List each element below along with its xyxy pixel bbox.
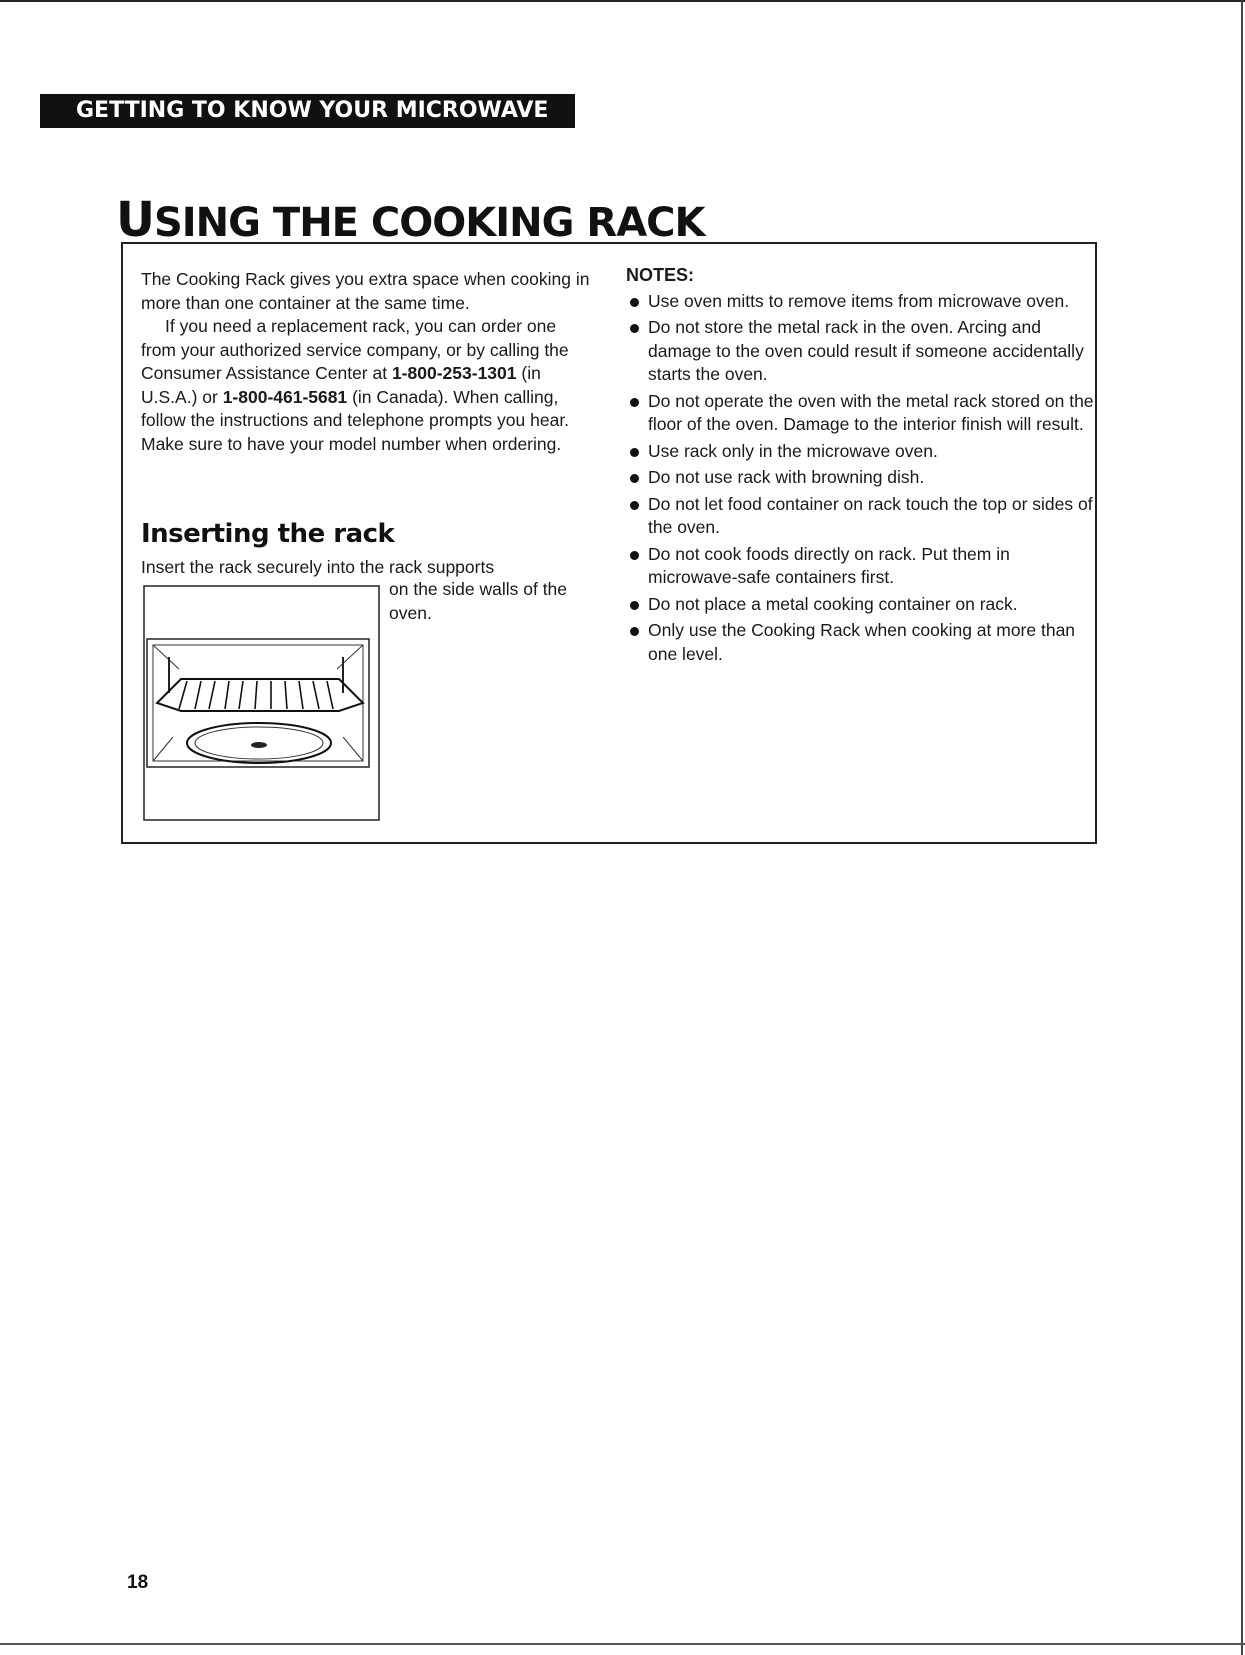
page-title-initial: U: [116, 192, 154, 248]
note-text: Do not use rack with browning dish.: [648, 467, 925, 487]
note-text: Do not operate the oven with the metal rack stored on the floor of the oven. Damage to the interior finish will result.: [648, 390, 1094, 434]
phone-canada: 1-800-461-5681: [222, 386, 348, 407]
page-title-rest: SING THE COOKING RACK: [153, 200, 705, 246]
bullet-icon: [630, 474, 639, 483]
note-text: Do not store the metal rack in the oven. Arcing and damage to the oven could result if someone accidentally starts the oven.: [648, 317, 1084, 384]
note-item: [626, 290, 1096, 314]
bullet-icon: [630, 324, 639, 333]
note-text: Use oven mitts to remove items from microwave oven.: [648, 290, 1070, 311]
intro-paragraph-2: [141, 315, 591, 456]
inserting-text-line-2: on the side walls of the oven.: [389, 579, 568, 623]
inserting-rack-heading: Inserting the rack: [141, 519, 395, 549]
notes-heading: NOTES:: [626, 265, 695, 285]
page-title: [116, 192, 705, 248]
top-border: [0, 0, 1245, 2]
right-border: [1241, 0, 1243, 1655]
bullet-icon: [630, 627, 639, 636]
section-header-bar: GETTING TO KNOW YOUR MICROWAVE OVEN: [40, 94, 575, 128]
note-text: Only use the Cooking Rack when cooking at more than one level.: [648, 620, 1076, 664]
note-item: [626, 440, 1096, 464]
note-text: Do not cook foods directly on rack. Put them in microwave-safe containers first.: [648, 543, 1010, 587]
page-number: 18: [127, 1572, 149, 1593]
note-item: [626, 316, 1096, 387]
bullet-icon: [630, 501, 639, 510]
note-item: [626, 466, 1096, 490]
note-item: [626, 619, 1096, 666]
bullet-icon: [630, 398, 639, 407]
inserting-text-line-1: Insert the rack securely into the rack supports: [141, 557, 495, 577]
note-item: [626, 543, 1096, 590]
notes-list: [626, 290, 1096, 667]
bullet-icon: [630, 298, 639, 307]
note-item: [626, 593, 1096, 617]
intro-paragraph-2-end: (in Canada). When calling, follow the instructions and telephone prompts you hear. Make sure to have your model number when ordering.: [141, 386, 570, 454]
bullet-icon: [630, 448, 639, 457]
oven-rack-illustration: [143, 585, 380, 821]
intro-column: [141, 268, 591, 456]
intro-paragraph-2-start: If you need a replacement rack, you can order one from your authorized service company, or by calling the Consumer Assistance Center at: [141, 316, 569, 383]
bullet-icon: [630, 601, 639, 610]
phone-usa: 1-800-253-1301: [391, 363, 517, 383]
intro-paragraph-1: The Cooking Rack gives you extra space when cooking in more than one container at the same time.: [141, 269, 590, 313]
notes-section: [626, 264, 1096, 669]
note-item: [626, 390, 1096, 437]
note-text: Do not place a metal cooking container on rack.: [648, 593, 1018, 614]
note-text: Use rack only in the microwave oven.: [648, 440, 938, 461]
note-text: Do not let food container on rack touch the top or sides of the oven.: [648, 493, 1093, 537]
usa-label: (in U.S.A.) or: [141, 363, 541, 407]
bullet-icon: [630, 551, 639, 560]
bottom-border: [0, 1643, 1245, 1645]
note-item: [626, 493, 1096, 540]
